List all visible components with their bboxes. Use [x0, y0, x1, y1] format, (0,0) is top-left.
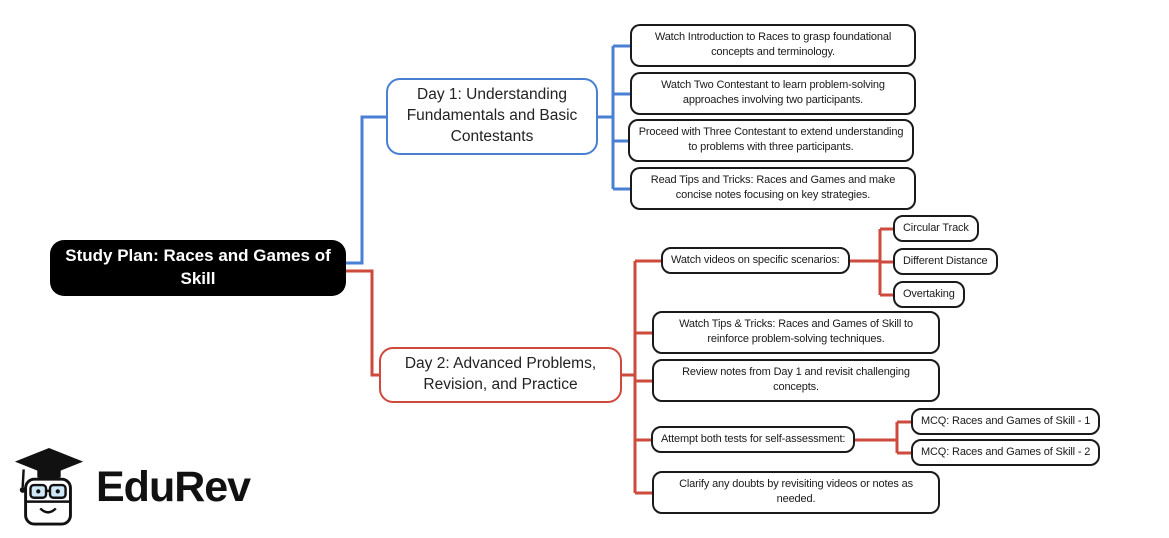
node-day2-child-2: Watch Tips & Tricks: Races and Games of Skill to reinforce problem-solving techniques.: [652, 311, 940, 354]
node-day1-child-1: Watch Introduction to Races to grasp foundational concepts and terminology.: [630, 24, 916, 67]
node-scenario-circular-track: Circular Track: [893, 215, 979, 242]
edurev-mascot-icon: [10, 444, 88, 530]
node-test-mcq-2: MCQ: Races and Games of Skill - 2: [911, 439, 1100, 466]
node-day1: Day 1: Understanding Fundamentals and Basic Contestants: [386, 78, 598, 155]
node-day2: Day 2: Advanced Problems, Revision, and Practice: [379, 347, 622, 403]
root-node: Study Plan: Races and Games of Skill: [50, 240, 346, 296]
node-day1-child-2: Watch Two Contestant to learn problem-solving approaches involving two participants.: [630, 72, 916, 115]
edurev-logo-text: EduRev: [96, 462, 251, 511]
node-test-mcq-1: MCQ: Races and Games of Skill - 1: [911, 408, 1100, 435]
node-day2-child-1: Watch videos on specific scenarios:: [661, 247, 850, 274]
node-day2-child-4: Attempt both tests for self-assessment:: [651, 426, 855, 453]
node-scenario-overtaking: Overtaking: [893, 281, 965, 308]
edurev-logo: [10, 444, 250, 530]
node-day1-child-3: Proceed with Three Contestant to extend understanding to problems with three participants.: [628, 119, 914, 162]
node-scenario-different-distance: Different Distance: [893, 248, 998, 275]
node-day2-child-5: Clarify any doubts by revisiting videos or notes as needed.: [652, 471, 940, 514]
node-day1-child-4: Read Tips and Tricks: Races and Games and make concise notes focusing on key strategies.: [630, 167, 916, 210]
node-day2-child-3: Review notes from Day 1 and revisit challenging concepts.: [652, 359, 940, 402]
